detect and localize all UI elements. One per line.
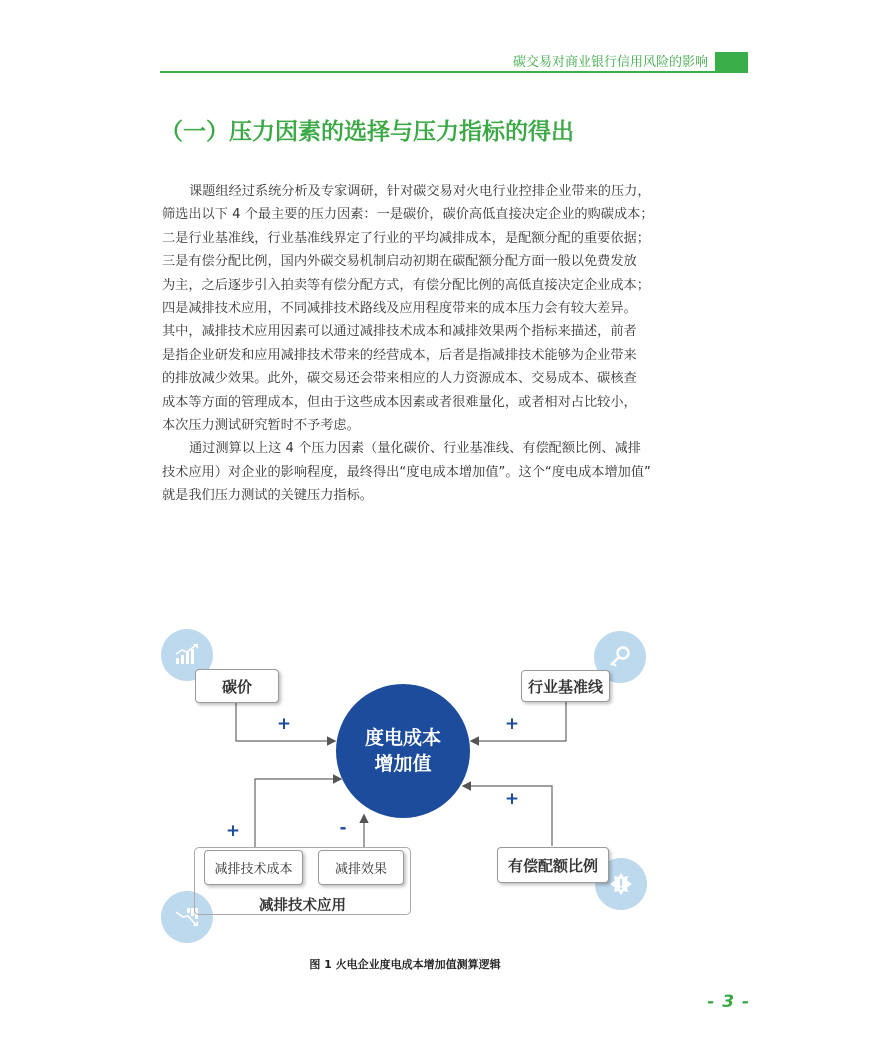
- p1-line: 三是有偿分配比例，国内外碳交易机制启动初期在碳配额分配方面一般以免费发放: [162, 254, 637, 270]
- sign-reduction-cost: +: [225, 821, 241, 841]
- sign-carbon-price: +: [276, 714, 292, 734]
- sign-reduction-effect: -: [339, 818, 347, 838]
- p2-line: 通过测算以上这 4 个压力因素（量化碳价、行业基准线、有偿配额比例、减排: [189, 441, 641, 457]
- p2-line: 技术应用）对企业的影响程度，最终得出“度电成本增加值”。这个“度电成本增加值”: [162, 464, 651, 480]
- running-header-title: 碳交易对商业银行信用风险的影响: [512, 55, 708, 70]
- p1-line: 二是行业基准线，行业基准线界定了行业的平均减排成本，是配额分配的重要依据；: [162, 230, 650, 246]
- p1-line: 的排放减少效果。此外，碳交易还会带来相应的人力资源成本、交易成本、碳核查: [162, 371, 637, 387]
- p1-line: 是指企业研发和应用减排技术带来的经营成本，后者是指减排技术能够为企业带来: [162, 347, 637, 363]
- page-number: - 3 -: [707, 992, 750, 1012]
- p1-line: 成本等方面的管理成本，但由于这些成本因素或者很难量化，或者相对占比较小，: [162, 394, 637, 410]
- p2-line: 就是我们压力测试的关键压力指标。: [162, 488, 373, 504]
- cost-increase-center: [336, 684, 470, 818]
- section-title: （一）压力因素的选择与压力指标的得出: [160, 119, 574, 145]
- p1-line: 为主，之后逐步引入拍卖等有偿分配方式，有偿分配比例的高低直接决定企业成本；: [162, 277, 650, 293]
- p1-line: 四是减排技术应用，不同减排技术路线及应用程度带来的成本压力会有较大差异。: [162, 301, 637, 317]
- reduction-cost-box: 减排技术成本: [204, 850, 303, 885]
- figure-caption: 图 1 火电企业度电成本增加值测算逻辑: [309, 958, 501, 971]
- sign-paid-quota-ratio: +: [504, 789, 520, 809]
- reduction-tech-group-label: 减排技术应用: [259, 898, 346, 914]
- p1-line: 筛选出以下 4 个最主要的压力因素：一是碳价，碳价高低直接决定企业的购碳成本；: [162, 207, 654, 223]
- carbon-price-box: 碳价: [195, 669, 279, 703]
- p1-line: 其中，减排技术应用因素可以通过减排技术成本和减排效果两个指标来描述，前者: [162, 324, 637, 340]
- center-label-line1: 度电成本: [364, 727, 441, 749]
- reduction-effect-box: 减排效果: [318, 850, 404, 885]
- industry-baseline-box: 行业基准线: [521, 670, 610, 702]
- arrow-reduction-cost: [255, 779, 340, 848]
- p1-line: 课题组经过系统分析及专家调研，针对碳交易对火电行业控排企业带来的压力，: [189, 184, 651, 199]
- paid-quota-ratio-box: 有偿配额比例: [497, 847, 609, 883]
- p1-line: 本次压力测试研究暂时不予考虑。: [162, 418, 360, 434]
- center-label-line2: 增加值: [374, 753, 432, 775]
- sign-industry-baseline: +: [504, 714, 520, 734]
